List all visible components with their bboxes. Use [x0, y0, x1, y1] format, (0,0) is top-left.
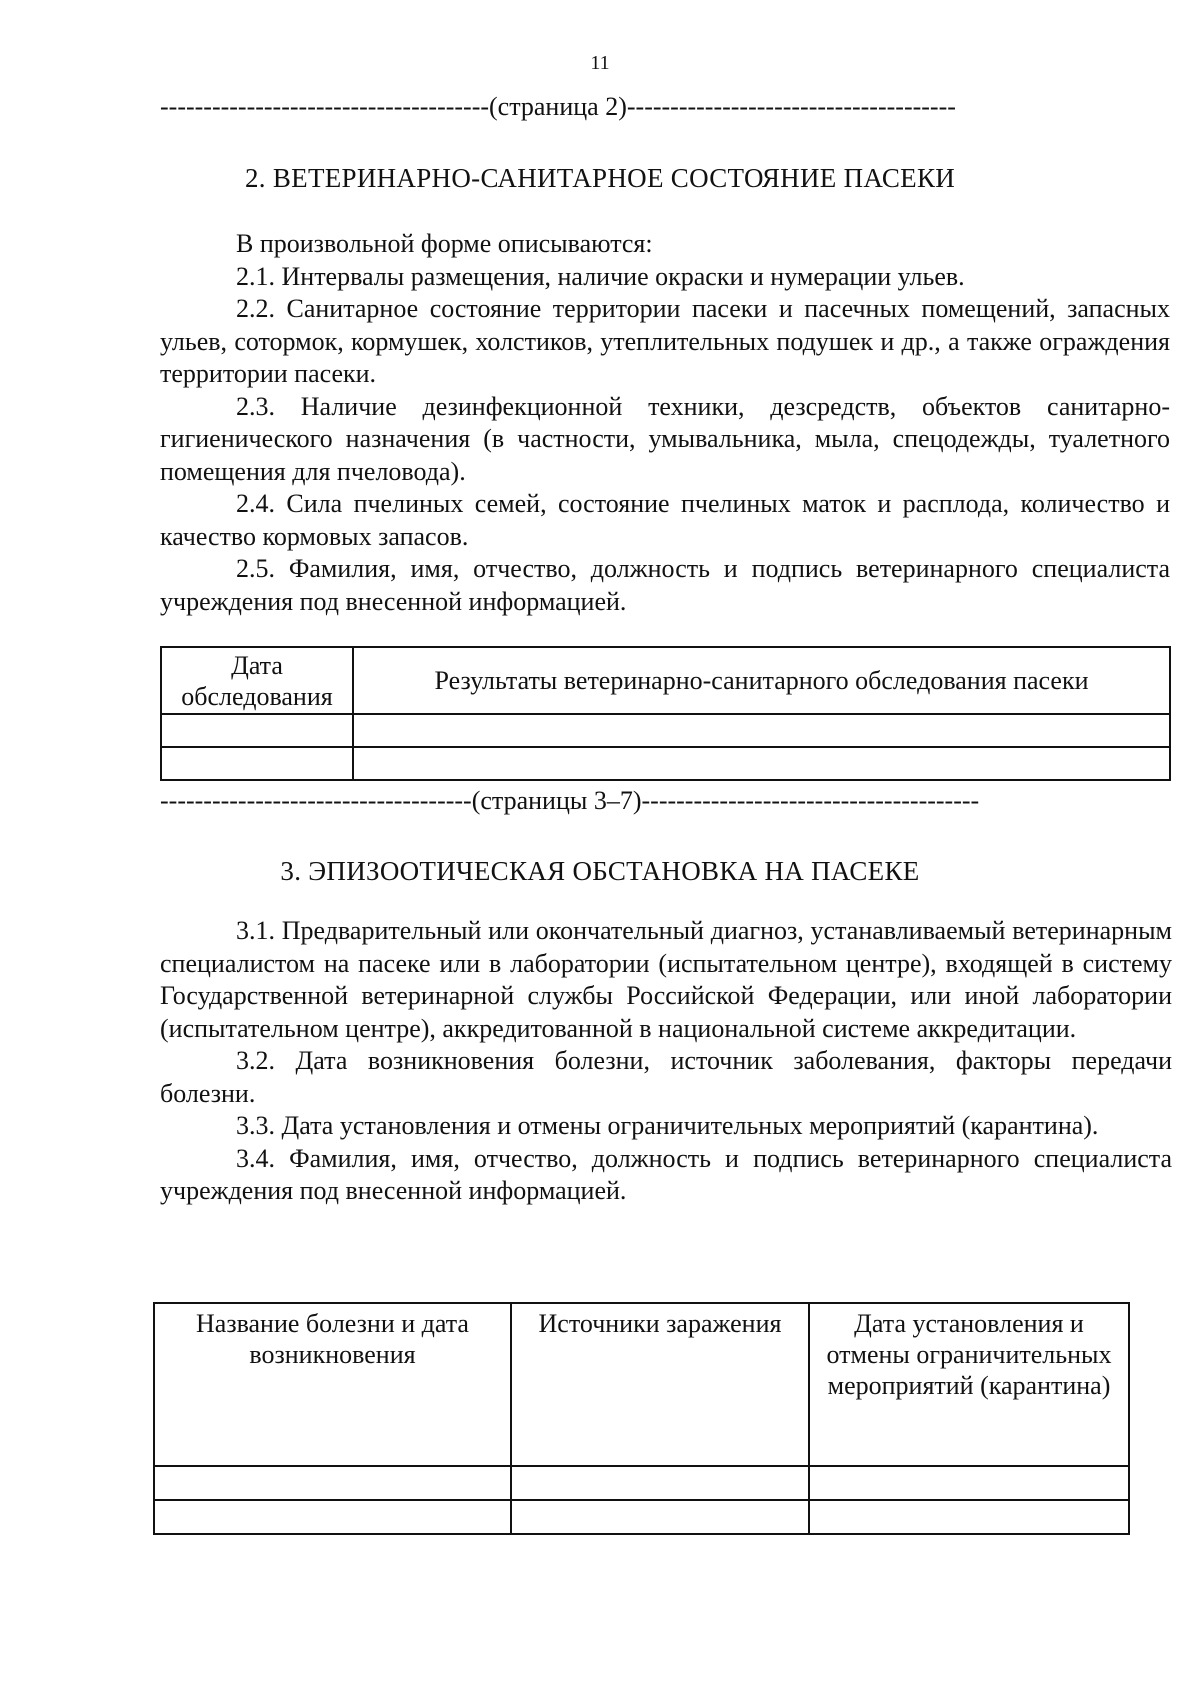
table-header-disease: Название болезни и дата возникновения — [154, 1303, 511, 1466]
table-cell — [511, 1500, 809, 1534]
section-2-item: 2.5. Фамилия, имя, отчество, должность и подпись ветеринарного специалиста учреждения под внесенной информацией. — [160, 554, 1170, 616]
section-3-body — [160, 915, 1172, 1208]
table-cell — [154, 1466, 511, 1500]
section-3-item: 3.1. Предварительный или окончательный диагноз, устанавливаемый ветеринарным специалистом на пасеке или в лаборатории (испытательном центре), входящей в систему Государственной ветеринарной службы Российской Федерации, или иной лаборатории (испытательном центре), аккредитованной в национальной системе аккредитации. — [160, 916, 1172, 1043]
separator-dashes: --------------------------------------- — [641, 786, 980, 815]
table-row — [161, 714, 1170, 747]
table-cell — [511, 1466, 809, 1500]
page-number: 11 — [590, 52, 610, 74]
page-separator — [160, 786, 1140, 816]
page-separator — [160, 92, 1140, 122]
section-2-item: 2.1. Интервалы размещения, наличие окраски и нумерации ульев. — [236, 261, 965, 291]
separator-dashes: -------------------------------------- — [160, 92, 490, 121]
table-row — [161, 747, 1170, 780]
separator-dashes: ------------------------------------ — [160, 786, 472, 815]
epizootic-table — [153, 1302, 1130, 1535]
table-cell — [809, 1500, 1129, 1534]
table-cell — [161, 714, 353, 747]
separator-label: (страница 2) — [489, 92, 627, 121]
section-3-item: 3.2. Дата возникновения болезни, источник заболевания, факторы передачи болезни. — [160, 1046, 1172, 1108]
table-row — [154, 1500, 1129, 1534]
table-header-sources: Источники заражения — [511, 1303, 809, 1466]
table-header-date: Дата обследования — [161, 647, 353, 714]
section-2-title: 2. ВЕТЕРИНАРНО-САНИТАРНОЕ СОСТОЯНИЕ ПАСЕКИ — [244, 163, 956, 193]
table-cell — [353, 714, 1170, 747]
section-2-item: 2.4. Сила пчелиных семей, состояние пчелиных маток и расплода, количество и качество кормовых запасов. — [160, 489, 1170, 551]
section-3-title: 3. ЭПИЗООТИЧЕСКАЯ ОБСТАНОВКА НА ПАСЕКЕ — [280, 856, 920, 886]
section-2-intro: В произвольной форме описываются: — [236, 229, 653, 258]
table-header-quarantine: Дата установления и отмены ограничительных мероприятий (карантина) — [809, 1303, 1129, 1466]
table-cell — [809, 1466, 1129, 1500]
table-cell — [154, 1500, 511, 1534]
section-2-item: 2.2. Санитарное состояние территории пасеки и пасечных помещений, запасных ульев, сотормок, кормушек, холстиков, утеплительных подушек и др., а также ограждения территории пасеки. — [160, 294, 1170, 388]
table-header-results: Результаты ветеринарно-санитарного обследования пасеки — [353, 647, 1170, 714]
table-row — [154, 1466, 1129, 1500]
table-cell — [161, 747, 353, 780]
section-3-item: 3.3. Дата установления и отмены ограничительных мероприятий (карантина). — [236, 1111, 1099, 1140]
inspection-results-table — [160, 646, 1171, 781]
section-3-item: 3.4. Фамилия, имя, отчество, должность и подпись ветеринарного специалиста учреждения под внесенной информацией. — [160, 1143, 1172, 1205]
section-2-body — [160, 228, 1170, 618]
section-2-item: 2.3. Наличие дезинфекционной техники, дезсредств, объектов санитарно-гигиенического назначения (в частности, умывальника, мыла, спецодежды, туалетного помещения для пчеловода). — [160, 391, 1170, 486]
table-cell — [353, 747, 1170, 780]
separator-label: (страницы 3–7) — [471, 786, 642, 815]
separator-dashes: -------------------------------------- — [626, 92, 956, 121]
